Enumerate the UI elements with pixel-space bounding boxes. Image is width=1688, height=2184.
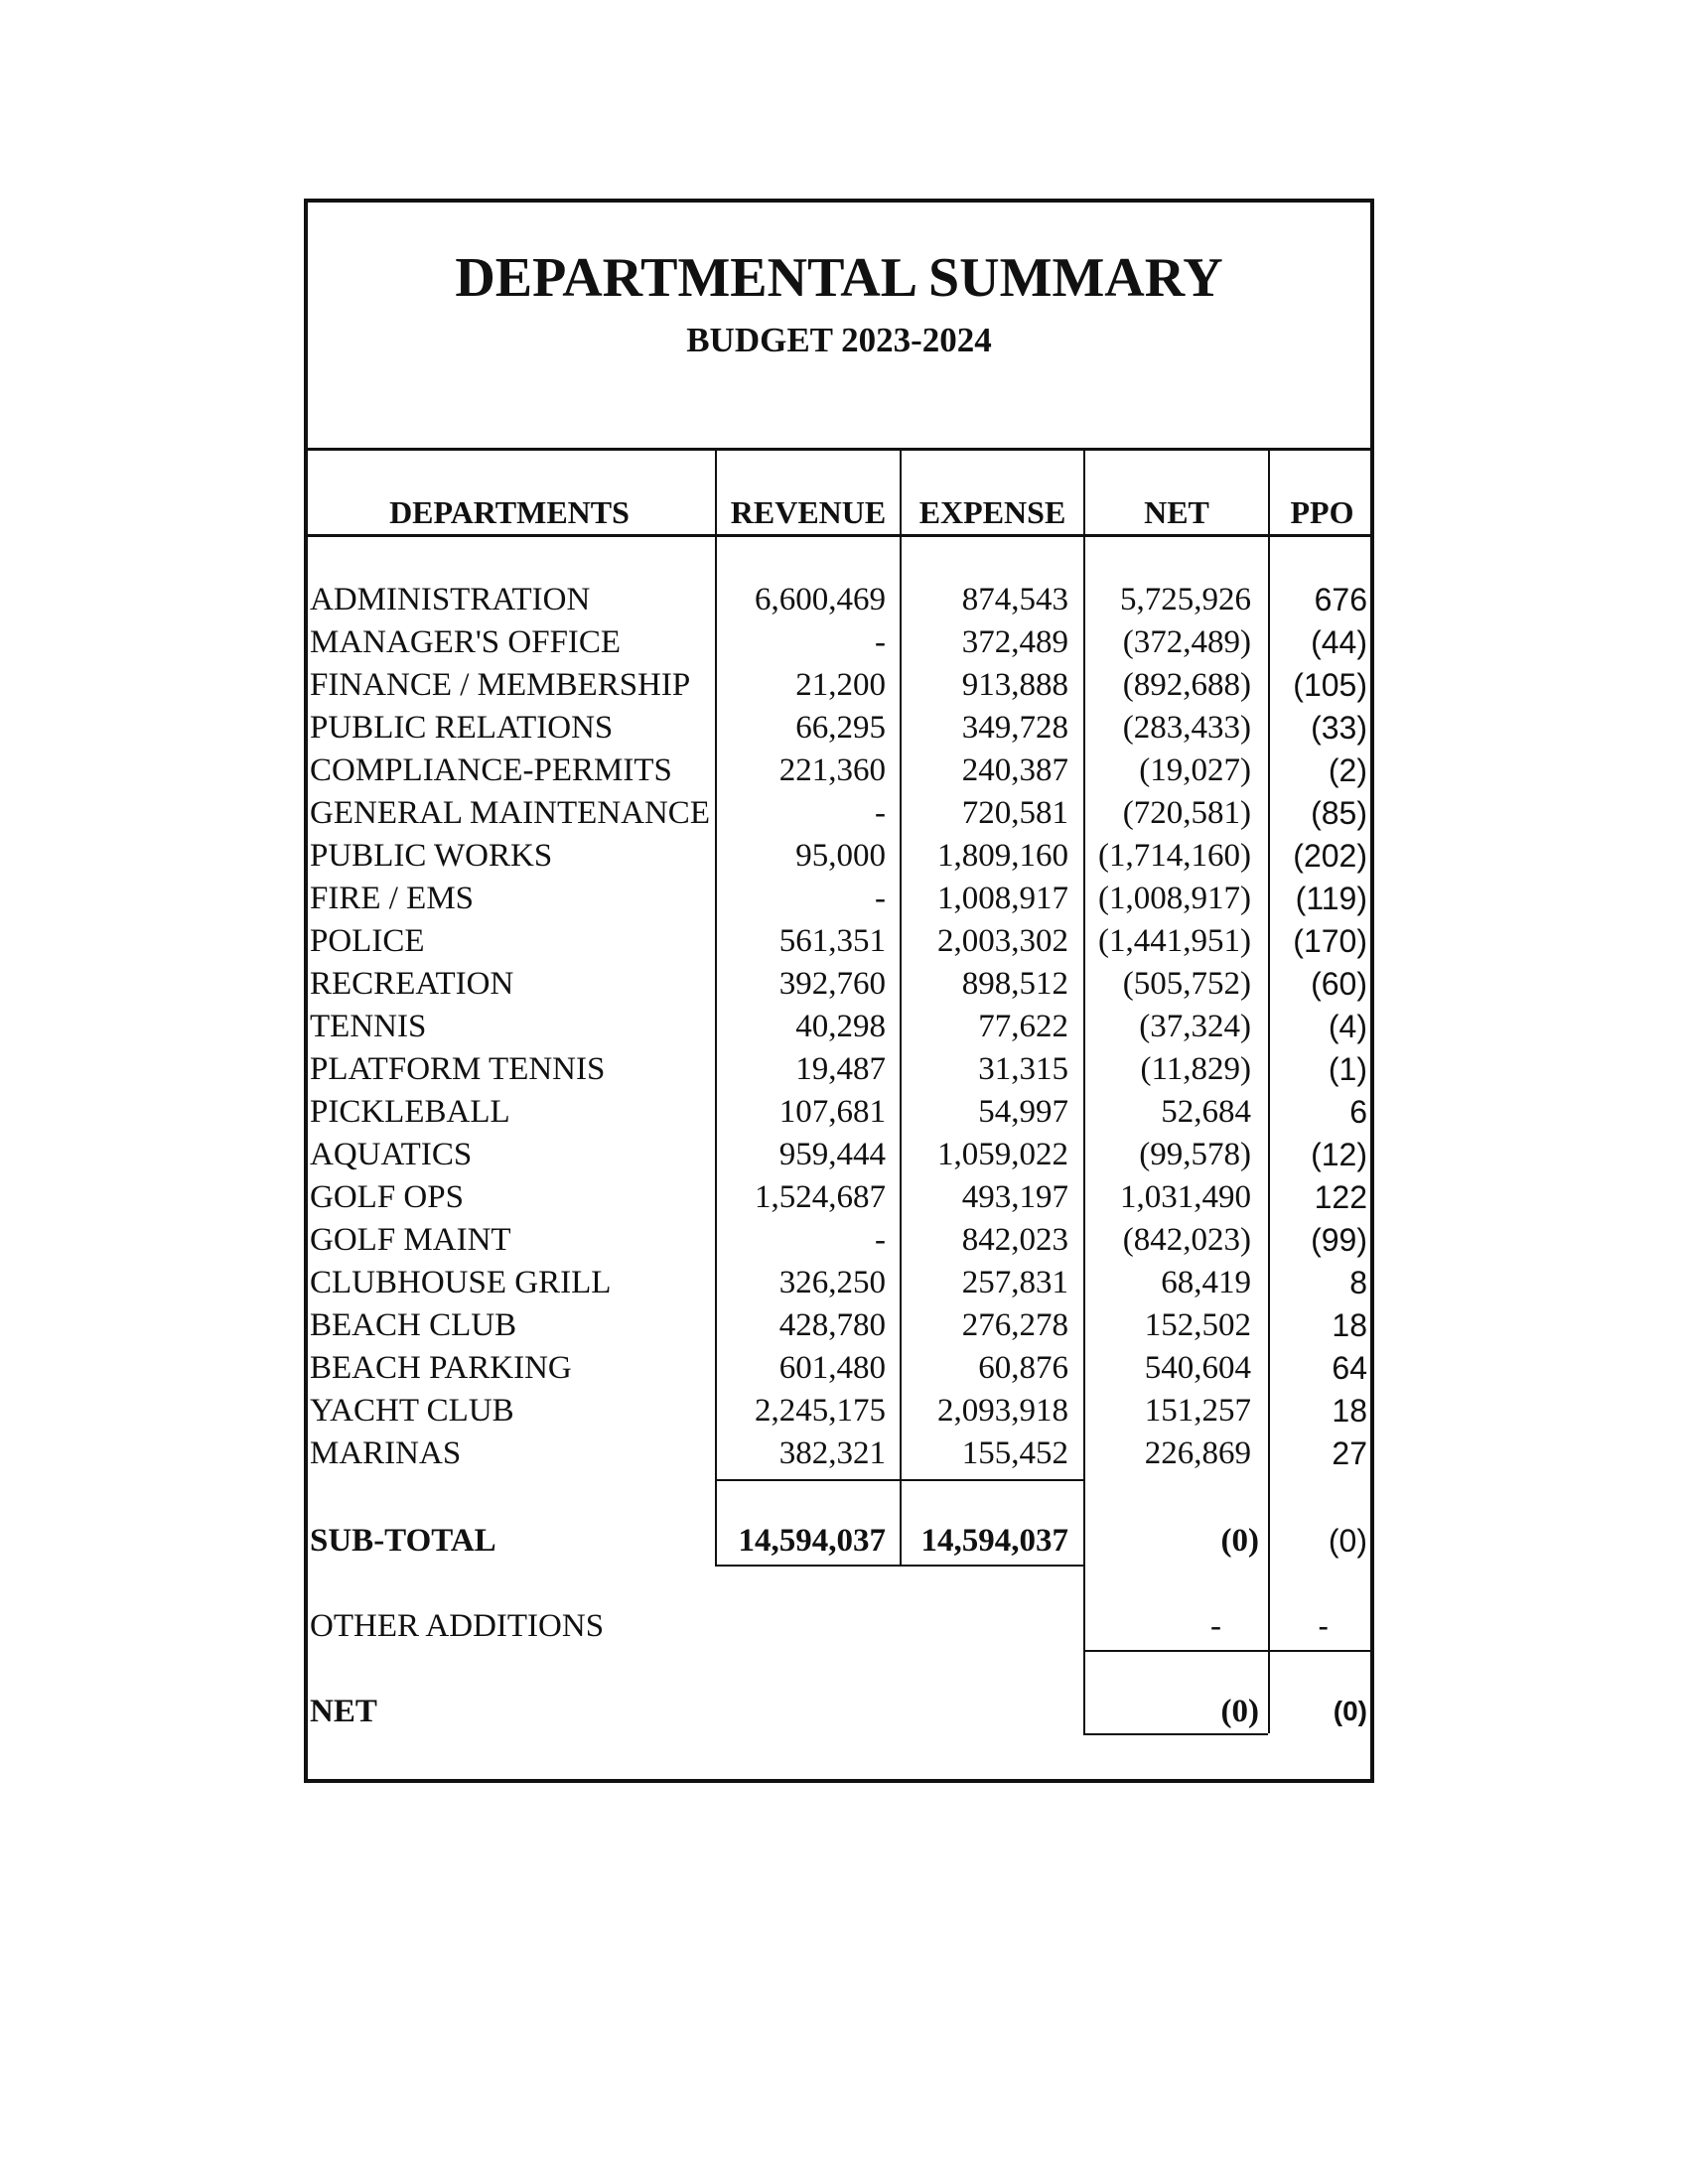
row-expense: 1,809,160 [937, 838, 1068, 874]
subtotal-net: (0) [1220, 1523, 1259, 1559]
header-revenue: REVENUE [730, 494, 887, 530]
net-total-net: (0) [1220, 1694, 1259, 1729]
row-ppo: (60) [1311, 966, 1367, 1002]
header-net: NET [1144, 494, 1209, 530]
row-revenue: 6,600,469 [755, 582, 886, 617]
row-expense: 240,387 [961, 752, 1068, 788]
row-department: FINANCE / MEMBERSHIP [310, 667, 691, 703]
row-expense: 276,278 [961, 1307, 1068, 1343]
divider-revenue [715, 448, 717, 1565]
header-expense: EXPENSE [918, 494, 1066, 530]
row-ppo: 27 [1332, 1435, 1367, 1471]
row-revenue: - [875, 624, 886, 660]
row-department: GOLF OPS [310, 1179, 464, 1215]
row-department: GENERAL MAINTENANCE [310, 795, 710, 831]
row-expense: 60,876 [978, 1350, 1068, 1386]
row-net: (37,324) [1139, 1009, 1251, 1044]
row-revenue: 382,321 [778, 1435, 886, 1471]
row-net: 5,725,926 [1120, 582, 1251, 617]
net-label: NET [310, 1694, 377, 1729]
row-expense: 1,008,917 [937, 881, 1068, 916]
row-department: CLUBHOUSE GRILL [310, 1265, 612, 1300]
row-revenue: 21,200 [795, 667, 886, 703]
header-bottom-rule [304, 534, 1374, 537]
row-revenue: 2,245,175 [755, 1393, 886, 1429]
row-ppo: (4) [1328, 1009, 1367, 1044]
subtotal-label: SUB-TOTAL [310, 1523, 496, 1559]
row-department: PUBLIC RELATIONS [310, 710, 614, 746]
divider-net [1083, 448, 1085, 1565]
other-additions-net: - [1210, 1608, 1221, 1644]
row-revenue: 561,351 [778, 923, 886, 959]
row-ppo: 676 [1314, 582, 1367, 617]
header-departments: DEPARTMENTS [389, 494, 630, 530]
row-department: GOLF MAINT [310, 1222, 511, 1258]
row-ppo: 8 [1349, 1265, 1367, 1300]
subtotal-revenue: 14,594,037 [738, 1523, 886, 1559]
row-ppo: (12) [1311, 1137, 1367, 1172]
row-expense: 257,831 [961, 1265, 1068, 1300]
row-ppo: 64 [1332, 1350, 1367, 1386]
row-expense: 842,023 [961, 1222, 1068, 1258]
row-net: (842,023) [1122, 1222, 1251, 1258]
other-additions-rule [1083, 1650, 1374, 1652]
row-expense: 349,728 [961, 710, 1068, 746]
row-revenue: - [875, 1222, 886, 1258]
row-ppo: 6 [1349, 1094, 1367, 1130]
row-net: 540,604 [1144, 1350, 1251, 1386]
row-expense: 1,059,022 [937, 1137, 1068, 1172]
row-department: TENNIS [310, 1009, 427, 1044]
row-net: 151,257 [1144, 1393, 1251, 1429]
row-expense: 54,997 [978, 1094, 1068, 1130]
header-ppo: PPO [1290, 494, 1354, 530]
row-revenue: 19,487 [795, 1051, 886, 1087]
row-revenue: 959,444 [778, 1137, 886, 1172]
row-revenue: 107,681 [778, 1094, 886, 1130]
row-revenue: 428,780 [778, 1307, 886, 1343]
row-expense: 2,093,918 [937, 1393, 1068, 1429]
row-ppo: (85) [1311, 795, 1367, 831]
row-department: PUBLIC WORKS [310, 838, 553, 874]
row-department: PICKLEBALL [310, 1094, 510, 1130]
row-revenue: 601,480 [778, 1350, 886, 1386]
page-title: DEPARTMENTAL SUMMARY [455, 247, 1223, 309]
row-revenue: 40,298 [795, 1009, 886, 1044]
net-bottom-rule [1083, 1733, 1268, 1735]
row-net: (1,441,951) [1098, 923, 1251, 959]
row-net: 52,684 [1161, 1094, 1251, 1130]
row-net: (720,581) [1122, 795, 1251, 831]
row-net: 226,869 [1144, 1435, 1251, 1471]
row-revenue: 326,250 [778, 1265, 886, 1300]
net-total-ppo: (0) [1333, 1696, 1367, 1726]
row-department: RECREATION [310, 966, 514, 1002]
row-net: (505,752) [1122, 966, 1251, 1002]
row-expense: 2,003,302 [937, 923, 1068, 959]
row-net: (11,829) [1140, 1051, 1251, 1087]
row-expense: 155,452 [961, 1435, 1068, 1471]
row-department: BEACH CLUB [310, 1307, 517, 1343]
row-net: (19,027) [1139, 752, 1251, 788]
row-revenue: 221,360 [778, 752, 886, 788]
row-department: FIRE / EMS [310, 881, 475, 916]
row-revenue: - [875, 795, 886, 831]
row-revenue: 95,000 [795, 838, 886, 874]
row-department: ADMINISTRATION [310, 582, 591, 617]
row-ppo: (202) [1293, 838, 1367, 874]
row-revenue: - [875, 881, 886, 916]
row-expense: 913,888 [961, 667, 1068, 703]
row-ppo: (119) [1295, 881, 1367, 916]
divider-ppo [1268, 448, 1270, 1733]
row-expense: 874,543 [961, 582, 1068, 617]
row-ppo: (1) [1328, 1051, 1367, 1087]
page-subtitle: BUDGET 2023-2024 [686, 321, 992, 359]
row-department: COMPLIANCE-PERMITS [310, 752, 672, 788]
row-ppo: (44) [1311, 624, 1367, 660]
row-ppo: (33) [1311, 710, 1367, 746]
row-department: MARINAS [310, 1435, 462, 1471]
row-net: (1,008,917) [1098, 881, 1251, 916]
row-ppo: 122 [1314, 1179, 1367, 1215]
row-expense: 720,581 [961, 795, 1068, 831]
row-revenue: 66,295 [795, 710, 886, 746]
row-ppo: (99) [1311, 1222, 1367, 1258]
row-ppo: (170) [1293, 923, 1367, 959]
row-expense: 77,622 [978, 1009, 1068, 1044]
header-top-rule [304, 448, 1374, 451]
row-ppo: 18 [1332, 1393, 1367, 1429]
row-department: AQUATICS [310, 1137, 473, 1172]
row-net: 1,031,490 [1120, 1179, 1251, 1215]
row-net: (1,714,160) [1098, 838, 1251, 874]
row-expense: 372,489 [961, 624, 1068, 660]
row-department: BEACH PARKING [310, 1350, 572, 1386]
row-department: POLICE [310, 923, 425, 959]
row-ppo: (105) [1293, 667, 1367, 703]
other-additions-ppo: - [1318, 1608, 1329, 1644]
row-department: MANAGER'S OFFICE [310, 624, 622, 660]
row-department: YACHT CLUB [310, 1393, 514, 1429]
row-net: (99,578) [1139, 1137, 1251, 1172]
row-net: (372,489) [1122, 624, 1251, 660]
row-expense: 493,197 [961, 1179, 1068, 1215]
row-net: (892,688) [1122, 667, 1251, 703]
divider-net-lower [1083, 1565, 1085, 1733]
subtotal-top-rule [715, 1479, 1083, 1481]
row-net: 68,419 [1161, 1265, 1251, 1300]
row-ppo: 18 [1332, 1307, 1367, 1343]
row-department: PLATFORM TENNIS [310, 1051, 606, 1087]
row-ppo: (2) [1328, 752, 1367, 788]
other-additions-label: OTHER ADDITIONS [310, 1608, 605, 1644]
subtotal-ppo: (0) [1328, 1523, 1367, 1559]
row-net: (283,433) [1122, 710, 1251, 746]
row-net: 152,502 [1144, 1307, 1251, 1343]
row-expense: 31,315 [978, 1051, 1068, 1087]
subtotal-bottom-rule [715, 1565, 1083, 1567]
row-expense: 898,512 [961, 966, 1068, 1002]
row-revenue: 1,524,687 [755, 1179, 886, 1215]
row-revenue: 392,760 [778, 966, 886, 1002]
subtotal-expense: 14,594,037 [920, 1523, 1068, 1559]
divider-expense [900, 448, 902, 1565]
